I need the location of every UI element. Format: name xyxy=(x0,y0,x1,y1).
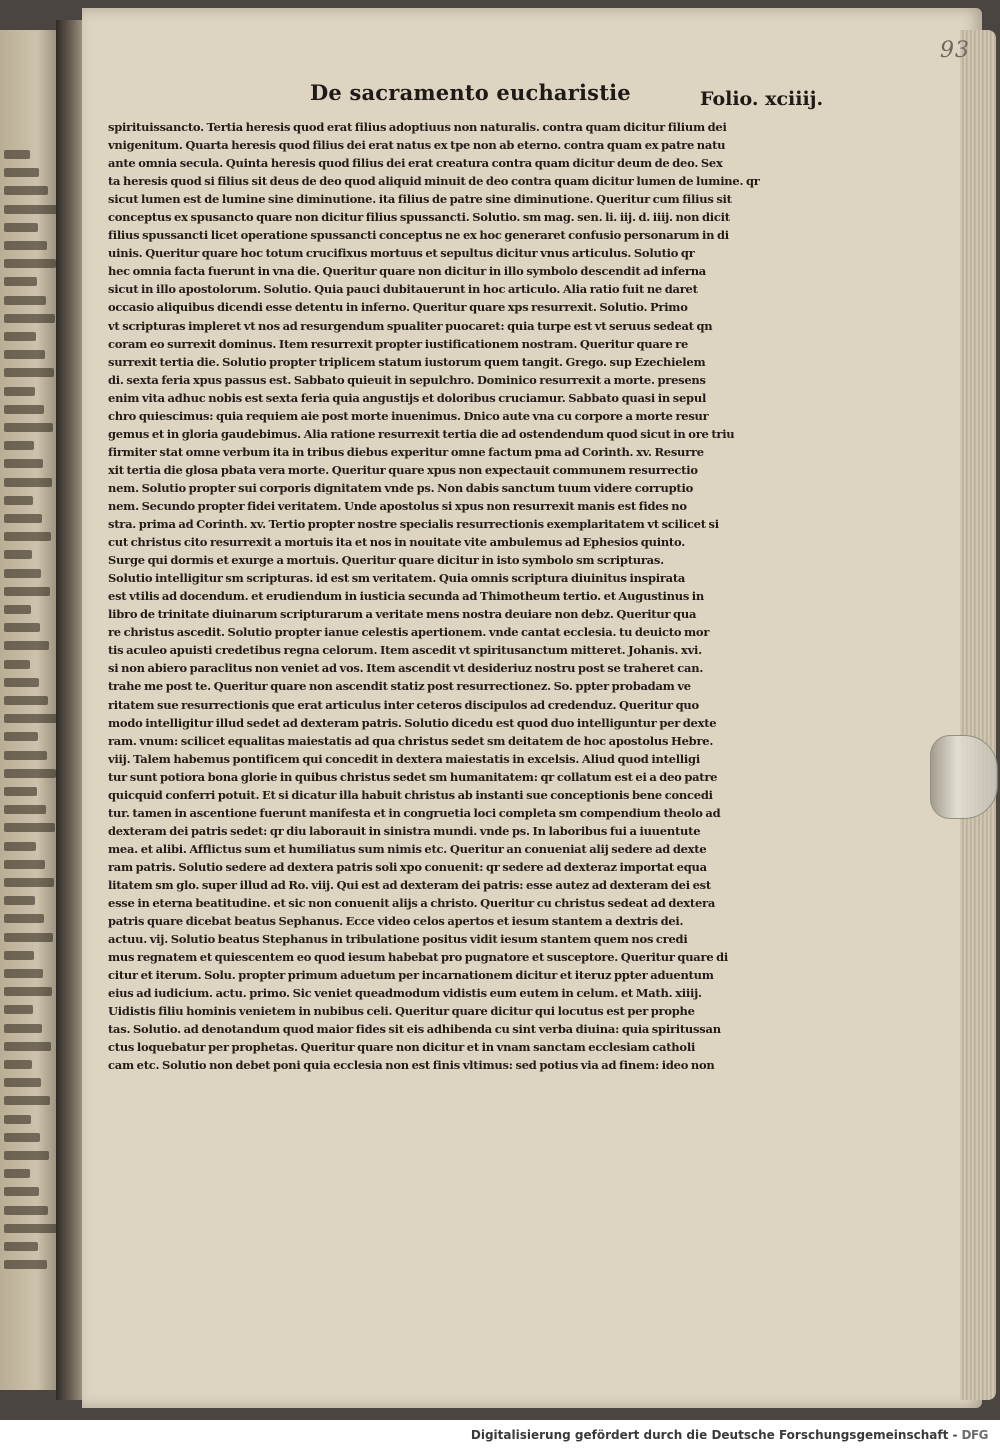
text-line: surrexit tertia die. Solutio propter triplicem statum iustorum quem tangit. Grego. sup Ezechielem xyxy=(108,354,706,369)
left-page-text-fragment xyxy=(4,696,48,705)
left-page-text-fragment xyxy=(4,569,41,578)
pencil-folio-number: 93 xyxy=(940,38,970,63)
text-line: spirituissancto. Tertia heresis quod erat filius adoptiuus non naturalis. contra quam dicitur filium dei xyxy=(108,120,727,134)
text-line: conceptus ex spusancto quare non dicitur filius spussancti. Solutio. sm mag. sen. li. iij. d. iiij. non dicit xyxy=(108,210,730,225)
text-line: vt scripturas impleret vt nos ad resurgendum spualiter puocaret: quia turpe est vt seruus sedeat qn xyxy=(108,318,713,333)
page-clip xyxy=(930,735,998,819)
left-page-text-fragment xyxy=(4,787,37,796)
left-page-text-fragment xyxy=(4,660,30,669)
left-page-text-fragment xyxy=(4,1187,39,1196)
text-line: Solutio intelligitur sm scripturas. id est sm veritatem. Quia omnis scriptura diuinitus inspirata xyxy=(108,571,686,586)
text-line: eius ad iudicium. actu. primo. Sic veniet queadmodum vidistis eum eutem in celum. et Math. xiiij. xyxy=(108,986,702,1001)
left-page-text-fragment xyxy=(4,514,42,523)
left-page-text-fragment xyxy=(4,1151,49,1160)
left-page-text-fragment xyxy=(4,387,35,396)
text-line: coram eo surrexit dominus. Item resurrexit propter iustificationem nostram. Queritur quare re xyxy=(108,336,689,351)
footer-credit xyxy=(471,1428,988,1442)
text-line: ram. vnum: scilicet equalitas maiestatis ad qua christus sedet sm deitatem de hoc apostolus Hebre. xyxy=(108,733,714,748)
left-page-text-fragment xyxy=(4,1060,32,1069)
text-line: firmiter stat omne verbum ita in tribus diebus experitur omne factum pma ad Corinth. xv. Resurre xyxy=(108,444,704,459)
left-page-text-fragment xyxy=(4,605,31,614)
text-line: sicut in illo apostolorum. Solutio. Quia pauci dubitauerunt in hoc articulo. Alia ratio fuit ne daret xyxy=(108,282,698,297)
text-line: chro quiescimus: quia requiem aie post morte inuenimus. Dnico aute vna cu corpore a morte resur xyxy=(108,408,709,423)
left-page-text-fragment xyxy=(4,459,43,468)
left-page-text-fragment xyxy=(4,1133,40,1142)
left-page-text-fragment xyxy=(4,205,57,214)
text-line: cam etc. Solutio non debet poni quia ecclesia non est finis vltimus: sed potius via ad finem: ideo non xyxy=(108,1058,715,1073)
text-line: dexteram dei patris sedet: qr diu laborauit in sinistra mundi. vnde ps. In laboribus fui a iuuentute xyxy=(108,823,701,838)
left-page-text-fragment xyxy=(4,914,44,923)
left-page-text-fragment xyxy=(4,350,45,359)
left-page-text-fragment xyxy=(4,933,53,942)
left-page-text-fragment xyxy=(4,1042,51,1051)
left-page-text-fragment xyxy=(4,1169,30,1178)
left-page-text-fragment xyxy=(4,587,50,596)
left-page-text-fragment xyxy=(4,860,45,869)
text-line: enim vita adhuc nobis est sexta feria quia angustijs et doloribus cruciamur. Sabbato quasi in sepul xyxy=(108,390,707,405)
text-line: Surge qui dormis et exurge a mortuis. Queritur quare dicitur in isto symbolo sm scripturas. xyxy=(108,553,664,568)
text-line: ta heresis quod si filius sit deus de deo quod aliquid minuit de deo contra quam dicitur lumen de lumine. qr xyxy=(108,174,760,189)
left-page-text-fragment xyxy=(4,641,49,650)
left-page-text-fragment xyxy=(4,550,32,559)
left-page-text-fragment xyxy=(4,823,55,832)
text-line: ritatem sue resurrectionis que erat articulus inter ceteros discipulos ad credenduz. Queritur quo xyxy=(108,697,699,712)
left-page-text-fragment xyxy=(4,405,44,414)
footer-credit-text: Digitalisierung gefördert durch die Deutsche Forschungsgemeinschaft - xyxy=(470,1428,958,1442)
left-page-text-fragment xyxy=(4,423,53,432)
left-facing-page xyxy=(0,30,62,1390)
left-page-text-fragment xyxy=(4,842,36,851)
left-page-text-fragment xyxy=(4,1005,33,1014)
left-page-text-fragment xyxy=(4,969,43,978)
left-page-text-fragment xyxy=(4,478,52,487)
text-line: esse in eterna beatitudine. et sic non conuenit alijs a christo. Queritur cu christus sedeat ad dextera xyxy=(108,896,716,911)
left-page-text-fragment xyxy=(4,1224,57,1233)
text-line: hec omnia facta fuerunt in vna die. Queritur quare non dicitur in illo symbolo descendit ad inferna xyxy=(108,264,707,279)
text-line: di. sexta feria xpus passus est. Sabbato quieuit in sepulchro. Dominico resurrexit a morte. presens xyxy=(108,372,706,387)
left-page-text-fragment xyxy=(4,186,48,195)
folio-number: Folio. xciiij. xyxy=(700,88,824,110)
text-line: si non abiero paraclitus non veniet ad vos. Item ascendit vt desideriuz nostru post se traheret can. xyxy=(108,661,704,676)
text-line: nem. Solutio propter sui corporis dignitatem vnde ps. Non dabis sanctum tuum videre corruptio xyxy=(108,480,693,495)
text-block xyxy=(108,118,788,1074)
text-line: tas. Solutio. ad denotandum quod maior fides sit eis adhibenda cu sint verba diuina: quia spiritussan xyxy=(108,1022,721,1037)
text-line: ctus loquebatur per prophetas. Queritur quare non dicitur et in vnam sanctam ecclesiam catholi xyxy=(108,1040,696,1055)
text-line: trahe me post te. Queritur quare non ascendit statiz post resurrectionez. So. ppter probadam ve xyxy=(108,679,691,694)
left-page-text-fragment xyxy=(4,751,47,760)
left-page-text-fragment xyxy=(4,714,57,723)
left-page-text-fragment xyxy=(4,1078,41,1087)
left-page-text-fragment xyxy=(4,987,52,996)
text-line: patris quare dicebat beatus Sephanus. Ecce video celos apertos et iesum stantem a dextris dei. xyxy=(108,914,684,929)
left-page-text-fragment xyxy=(4,1242,38,1251)
text-line: stra. prima ad Corinth. xv. Tertio propter nostre specialis resurrectionis exemplaritatem vt scilicet si xyxy=(108,517,719,532)
left-page-text-fragment xyxy=(4,368,54,377)
left-page-text-fragment xyxy=(4,1096,50,1105)
text-line: mea. et alibi. Afflictus sum et humiliatus sum nimis etc. Queritur an conueniat alij sedere ad dexte xyxy=(108,841,707,856)
left-page-text-fragment xyxy=(4,150,30,159)
text-line: vnigenitum. Quarta heresis quod filius dei erat natus ex tpe non ab eterno. contra quam ex patre natu xyxy=(108,138,726,153)
left-page-text-fragment xyxy=(4,296,46,305)
left-page-text-fragment xyxy=(4,623,40,632)
text-line: modo intelligitur illud sedet ad dexteram patris. Solutio dicedu est quod duo intelliguntur per dexte xyxy=(108,715,717,730)
text-line: uinis. Queritur quare hoc totum crucifixus mortuus et sepultus dicitur vnus articulus. Solutio qr xyxy=(108,246,695,261)
text-line: gemus et in gloria gaudebimus. Alia ratione resurrexit tertia die ad ostendendum quod sicut in ore triu xyxy=(108,426,735,441)
text-line: re christus ascedit. Solutio propter ianue celestis apertionem. vnde cantat ecclesia. tu deuicto mor xyxy=(108,625,710,640)
text-line: tur. tamen in ascentione fuerunt manifesta et in congruetia loci completa sm compendium theolo ad xyxy=(108,805,721,820)
text-line: est vtilis ad docendum. et erudiendum in iusticia secunda ad Thimotheum tertio. et Augustinus in xyxy=(108,589,705,604)
left-page-text-fragment xyxy=(4,277,37,286)
left-page-text-fragment xyxy=(4,769,56,778)
left-page-text-fragment xyxy=(4,1024,42,1033)
left-page-text-fragment xyxy=(4,168,39,177)
text-line: tis aculeo apuisti credetibus regna celorum. Item ascedit vt spiritusanctum mitteret. Johanis. xvi. xyxy=(108,643,702,658)
left-page-text-fragment xyxy=(4,951,34,960)
left-page-text-fragment xyxy=(4,805,46,814)
text-line: xit tertia die glosa pbata vera morte. Queritur quare xpus non expectauit communem resurrectio xyxy=(108,462,698,477)
left-page-text-fragment xyxy=(4,878,54,887)
left-page-text-fragment xyxy=(4,314,55,323)
text-line: quicquid conferri potuit. Et si dicatur illa habuit christus ab instanti sue conceptionis bene concedi xyxy=(108,787,713,802)
left-page-text-fragment xyxy=(4,259,56,268)
text-line: actuu. vij. Solutio beatus Stephanus in tribulatione positus vidit iesum stantem quem nos credi xyxy=(108,932,688,947)
text-line: Uidistis filiu hominis venietem in nubibus celi. Queritur quare dicitur qui locutus est per prophe xyxy=(108,1004,695,1019)
left-page-text-fragment xyxy=(4,532,51,541)
text-line: occasio aliquibus dicendi esse detentu in inferno. Queritur quare xps resurrexit. Solutio. Primo xyxy=(108,300,688,315)
left-page-text-fragment xyxy=(4,678,39,687)
page-edges xyxy=(960,30,996,1400)
left-page-text-fragment xyxy=(4,1206,48,1215)
left-page-text-fragment xyxy=(4,223,38,232)
left-page-text-fragment xyxy=(4,496,33,505)
text-line: mus regnatem et quiescentem eo quod iesum habebat pro pugnatore et susceptore. Queritur quare di xyxy=(108,950,729,965)
left-page-text-fragment xyxy=(4,1260,47,1269)
left-page-text-fragment xyxy=(4,441,34,450)
text-line: ante omnia secula. Quinta heresis quod filius dei erat creatura contra quam dicitur deum de deo. Sex xyxy=(108,156,723,171)
left-page-text-fragment xyxy=(4,332,36,341)
footer xyxy=(0,1420,1000,1451)
text-line: sicut lumen est de lumine sine diminutione. ita filius de patre sine diminutione. Queritur cum filius sit xyxy=(108,192,732,207)
left-page-text-fragment xyxy=(4,241,47,250)
text-line: libro de trinitate diuinarum scripturarum a veritate mens nostra deuiare non debz. Queritur qua xyxy=(108,607,697,622)
running-head: De sacramento eucharistie xyxy=(310,80,631,105)
dfg-logo: DFG xyxy=(961,1428,988,1442)
left-page-text-fragment xyxy=(4,732,38,741)
text-line: cut christus cito resurrexit a mortuis ita et nos in nouitate vite ambulemus ad Ephesios quinto. xyxy=(108,535,685,550)
left-page-text-fragment xyxy=(4,896,35,905)
text-line: nem. Secundo propter fidei veritatem. Unde apostolus si xpus non resurrexit manis est fides no xyxy=(108,498,687,513)
text-line: litatem sm glo. super illud ad Ro. viij. Qui est ad dexteram dei patris: esse autez ad dexteram dei est xyxy=(108,877,711,892)
text-line: citur et iterum. Solu. propter primum aduetum per incarnationem dicitur et iteruz ppter aduentum xyxy=(108,968,714,983)
left-page-text-fragment xyxy=(4,1115,31,1124)
text-line: tur sunt potiora bona glorie in quibus christus sedet sm humanitatem: qr collatum est ei a deo patre xyxy=(108,769,718,784)
text-line: ram patris. Solutio sedere ad dextera patris soli xpo conuenit: qr sedere ad dexteraz importat equa xyxy=(108,859,707,874)
text-line: viij. Talem habemus pontificem qui concedit in dextera maiestatis in excelsis. Aliud quod intelligi xyxy=(108,751,700,766)
text-line: filius spussancti licet operatione spussancti conceptus ne ex hoc generaret confusio personarum in di xyxy=(108,228,729,243)
